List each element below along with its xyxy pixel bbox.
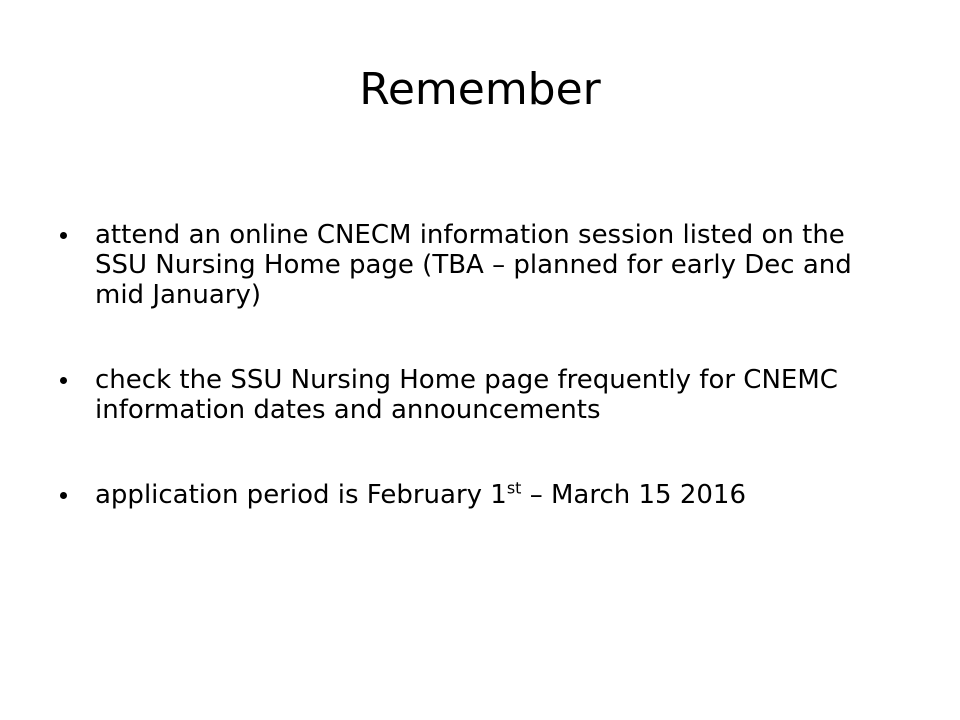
bullet-dot-icon — [60, 492, 67, 499]
bullet-list — [60, 220, 860, 510]
slide-title: Remember — [359, 64, 601, 115]
bullet-superscript: st — [506, 478, 522, 498]
bullet-text: check the SSU Nursing Home page frequently for CNEMC information dates and announcements — [95, 365, 838, 425]
bullet-text: attend an online CNECM information session listed on the SSU Nursing Home page (TBA – planned for early Dec and mid January) — [95, 220, 852, 310]
bullet-text-after: – March 15 2016 — [521, 480, 747, 510]
bullet-dot-icon — [60, 232, 67, 239]
bullet-item-check-page — [60, 365, 860, 425]
bullet-item-application-period — [60, 480, 860, 510]
bullet-dot-icon — [60, 377, 67, 384]
bullet-item-info-session — [60, 220, 860, 310]
bullet-text-before: application period is February 1 — [95, 480, 507, 510]
